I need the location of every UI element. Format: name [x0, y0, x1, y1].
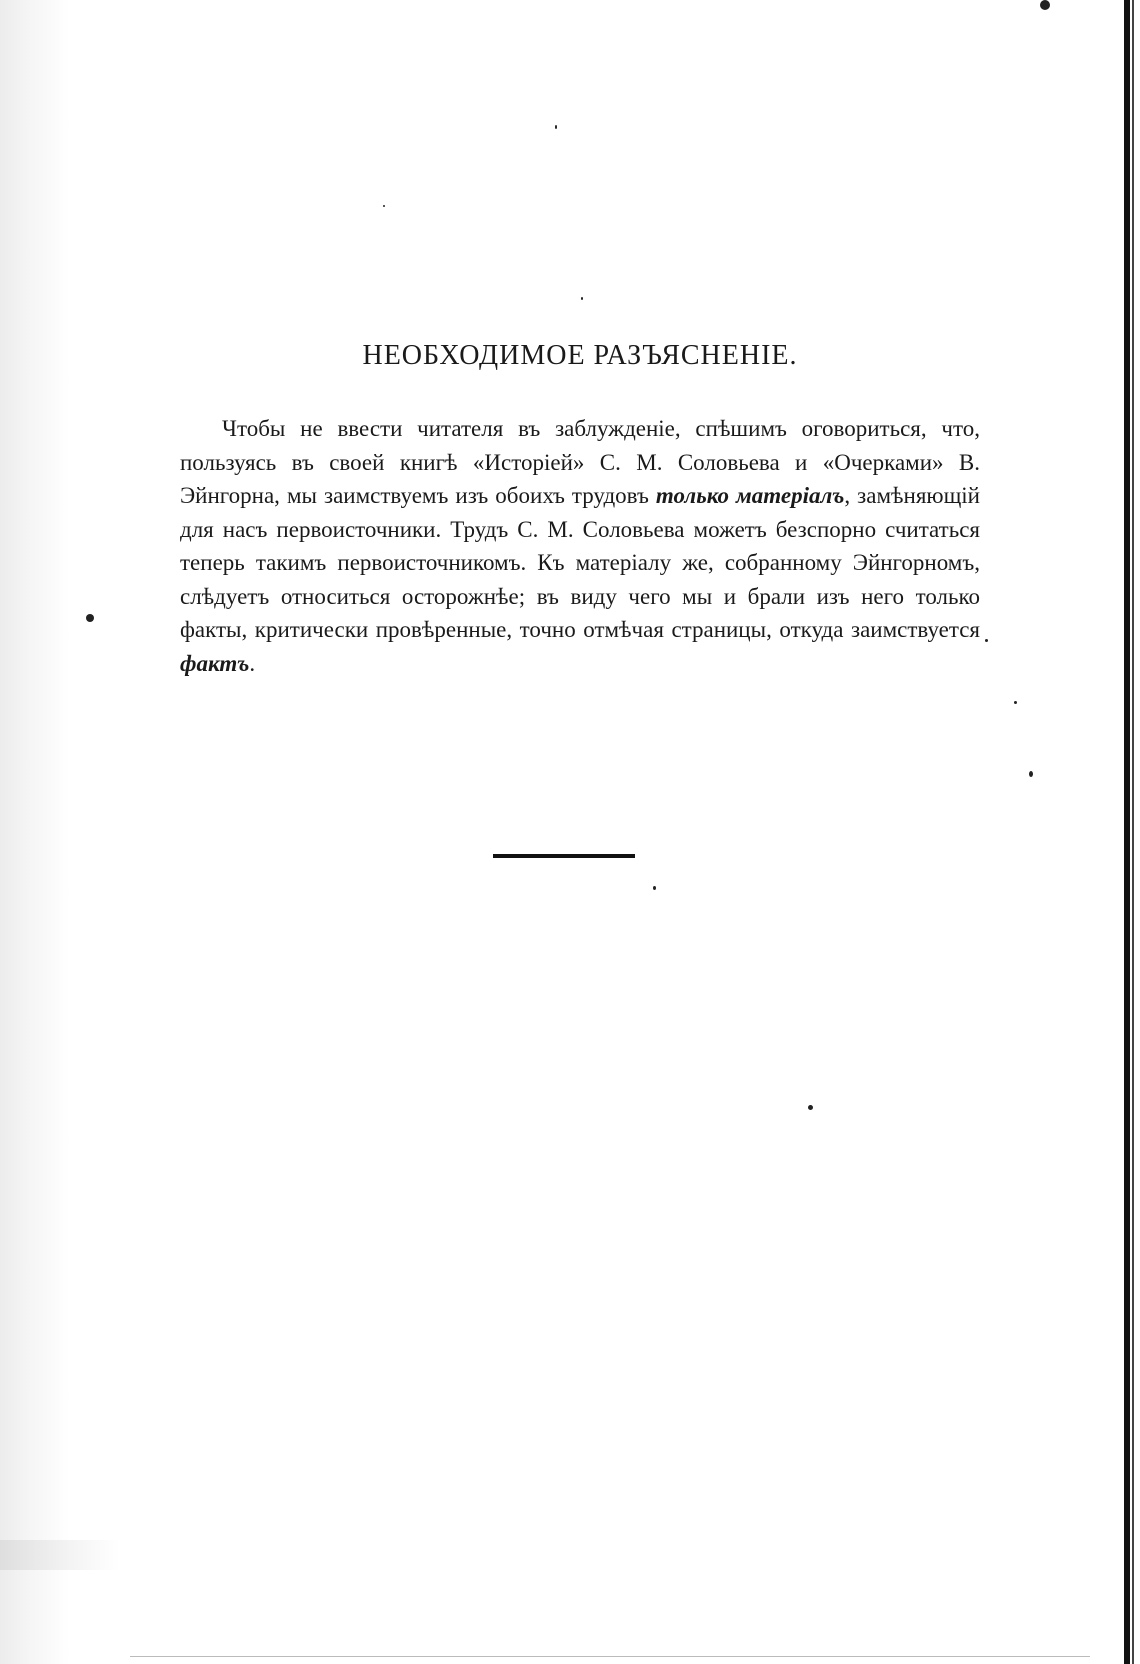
- scan-speck: [808, 1105, 813, 1110]
- paragraph-text-1: Чтобы не ввести читателя въ заблужденіе, спѣшимъ оговориться, что, пользуясь въ своей книгѣ «Исторіей» С. М. Соловьева и «Очерками» В. Эйнгорна, мы заимствуемъ изъ обоихъ трудовъ: [180, 416, 980, 508]
- page-heading: НЕОБХОДИМОЕ РАЗЪЯСНЕНІЕ.: [362, 340, 798, 371]
- paragraph-emphasis-fact: фактъ: [180, 650, 250, 676]
- scan-right-binding-edge: [1122, 0, 1140, 1664]
- scan-speck: [581, 297, 583, 300]
- section-separator-rule: [493, 854, 635, 858]
- paragraph-emphasis-material: только матеріалъ: [655, 483, 845, 508]
- paragraph-text-2: , замѣняющій для насъ первоисточники. Трудъ С. М. Соловьева можетъ безспорно считаться теперь такимъ первоисточникомъ. Къ матеріалу же, собранному Эйнгорномъ, слѣдуетъ относиться осторожнѣе; въ виду чего мы и брали изъ него только факты, критически провѣренные, точно отмѣчая страницы, откуда заимствуется: [180, 483, 980, 642]
- explanation-paragraph: [180, 412, 980, 680]
- scan-bottom-rule: [130, 1656, 1090, 1657]
- scan-speck: [383, 205, 385, 207]
- binding-edge-line-thin: [1132, 0, 1134, 1664]
- scan-speck: [653, 886, 656, 890]
- scan-speck: [985, 639, 988, 642]
- binding-edge-line: [1124, 0, 1130, 1664]
- scan-speck: [1014, 701, 1017, 704]
- scan-left-smudge: [0, 1540, 120, 1570]
- scan-speck: [86, 614, 94, 622]
- page-body: [180, 340, 980, 680]
- paragraph-text-3: .: [249, 650, 256, 676]
- scan-left-shadow: [0, 0, 70, 1664]
- scan-speck: [555, 125, 557, 129]
- scan-speck: [1040, 0, 1050, 10]
- scan-speck: [1029, 771, 1033, 777]
